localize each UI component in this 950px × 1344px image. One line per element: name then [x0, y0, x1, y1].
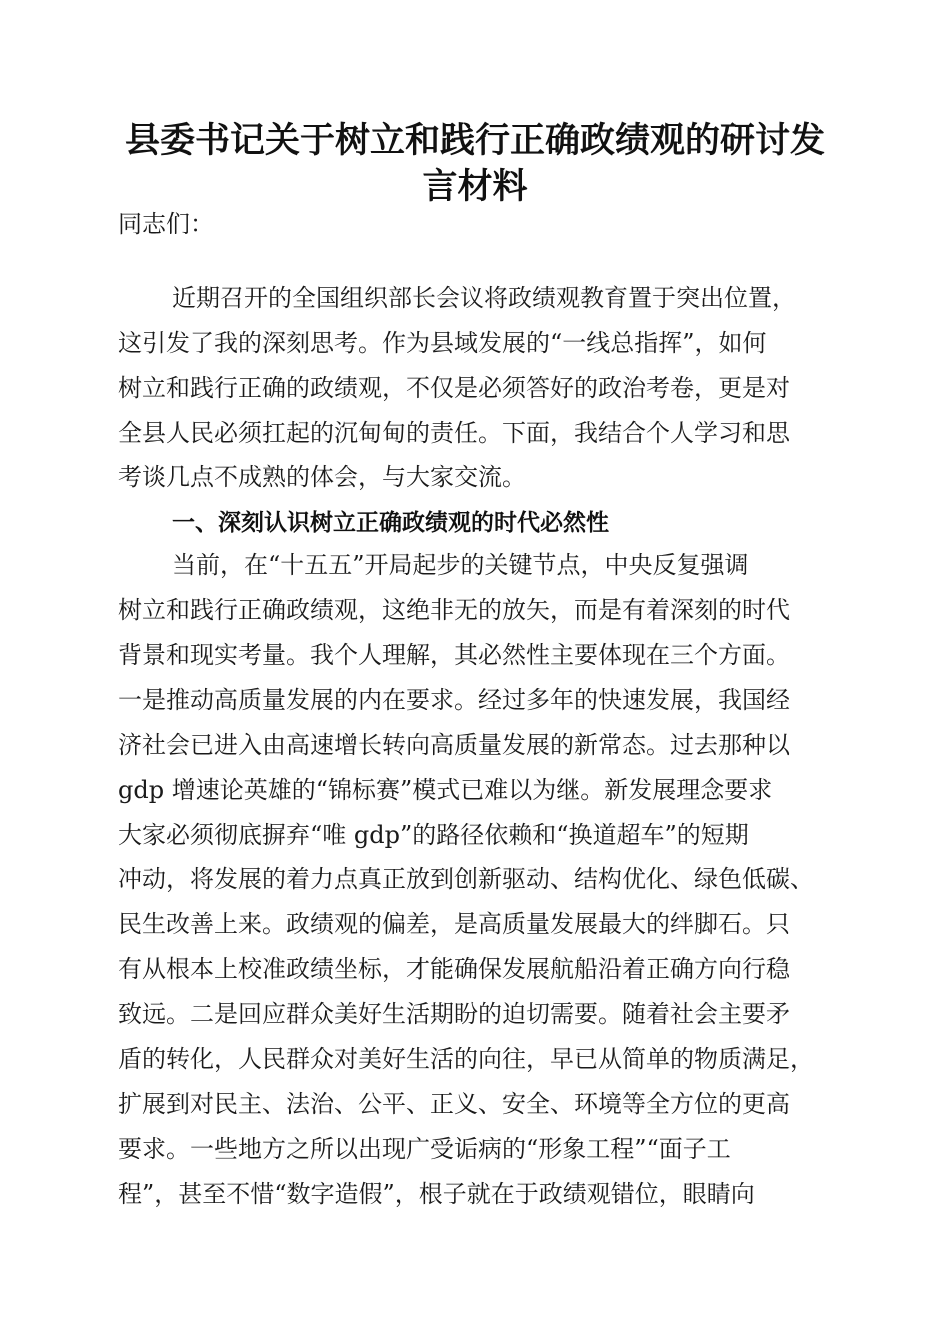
paragraph-2-line: 树立和践行正确政绩观，这绝非无的放矢，而是有着深刻的时代: [118, 596, 790, 624]
paragraph-2-line: 要求。一些地方之所以出现广受诟病的“形象工程”“面子工: [118, 1135, 731, 1163]
paragraph-2-line: 当前，在“十五五”开局起步的关键节点，中央反复强调: [172, 551, 749, 579]
paragraph-2-line: 有从根本上校准政绩坐标，才能确保发展航船沿着正确方向行稳: [118, 955, 790, 983]
paragraph-2-line: 冲动，将发展的着力点真正放到创新驱动、结构优化、绿色低碳、: [118, 865, 814, 893]
document-title-line-2: 言材料: [422, 167, 528, 207]
paragraph-1-line: 考谈几点不成熟的体会，与大家交流。: [118, 463, 526, 491]
paragraph-2-line: 程”，甚至不惜“数字造假”，根子就在于政绩观错位，眼睛向: [118, 1180, 755, 1208]
paragraph-2-line: 大家必须彻底摒弃“唯 gdp”的路径依赖和“换道超车”的短期: [118, 821, 749, 849]
paragraph-2-line: 济社会已进入由高速增长转向高质量发展的新常态。过去那种以: [118, 731, 790, 759]
paragraph-2-line: 背景和现实考量。我个人理解，其必然性主要体现在三个方面。: [118, 641, 790, 669]
paragraph-2-line: 民生改善上来。政绩观的偏差，是高质量发展最大的绊脚石。只: [118, 910, 790, 938]
paragraph-1-line: 全县人民必须扛起的沉甸甸的责任。下面，我结合个人学习和思: [118, 419, 790, 447]
paragraph-1-line: 这引发了我的深刻思考。作为县域发展的“一线总指挥”，如何: [118, 329, 767, 357]
paragraph-2-line: 盾的转化，人民群众对美好生活的向往，早已从简单的物质满足，: [118, 1045, 814, 1073]
paragraph-1-line: 树立和践行正确的政绩观，不仅是必须答好的政治考卷，更是对: [118, 374, 790, 402]
paragraph-1-line: 近期召开的全国组织部长会议将政绩观教育置于突出位置，: [172, 284, 796, 312]
paragraph-2-line: gdp 增速论英雄的“锦标赛”模式已难以为继。新发展理念要求: [118, 776, 773, 804]
paragraph-2-line: 扩展到对民主、法治、公平、正义、安全、环境等全方位的更高: [118, 1090, 790, 1118]
section-1-heading: 一、深刻认识树立正确政绩观的时代必然性: [172, 510, 609, 536]
document-title-line-1: 县委书记关于树立和践行正确政绩观的研讨发: [124, 121, 825, 161]
paragraph-2-line: 一是推动高质量发展的内在要求。经过多年的快速发展，我国经: [118, 686, 790, 714]
salutation: 同志们：: [118, 210, 214, 238]
paragraph-2-line: 致远。二是回应群众美好生活期盼的迫切需要。随着社会主要矛: [118, 1000, 790, 1028]
